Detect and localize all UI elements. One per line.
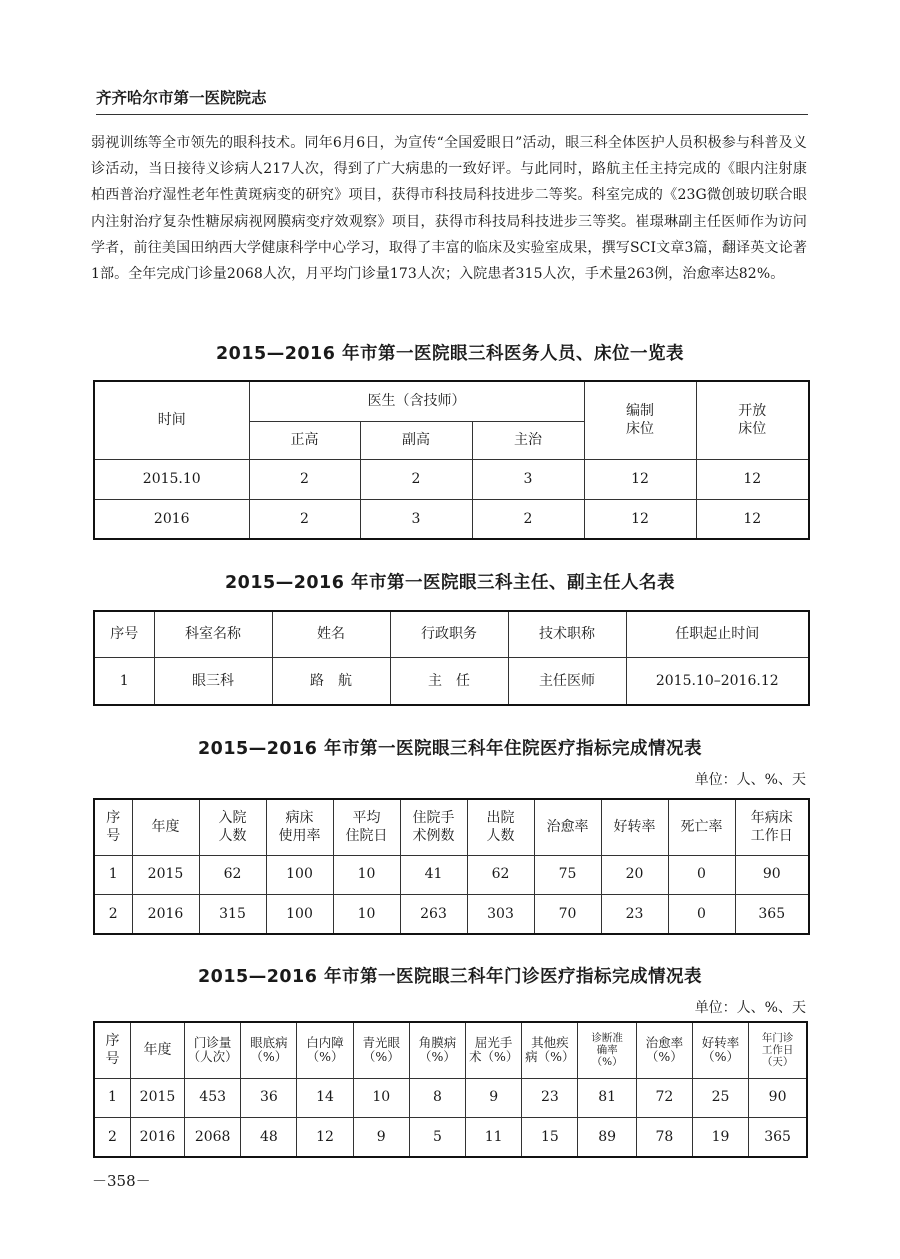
table-cell: 263 xyxy=(400,894,467,934)
header-cell: 年门诊 工作日 （天） xyxy=(749,1022,807,1078)
header-cell: 入院 人数 xyxy=(199,799,266,855)
table-row xyxy=(94,894,809,934)
header-cell: 住院手 术例数 xyxy=(400,799,467,855)
table-cell: 10 xyxy=(333,855,400,894)
table-cell: 303 xyxy=(467,894,534,934)
table-cell: 10 xyxy=(333,894,400,934)
table-cell: 11 xyxy=(466,1117,522,1157)
body-paragraph-text: 弱视训练等全市领先的眼科技术。同年6月6日，为宣传“全国爱眼日”活动，眼三科全体医护人员积极参与科普及义诊活动，当日接待义诊病人217人次，得到了广大病患的一致好评。与此同时，路航主任主持完成的《眼内注射康柏西普治疗湿性老年性黄斑病变的研究》项目，获得市科技局科技进步二等奖。科室完成的《23G微创玻切联合眼内注射治疗复杂性糖尿病视网膜病变疗效观察》项目，获得市科技局科技进步三等奖。崔璟琳副主任医师作为访问学者，前往美国田纳西大学健康科学中心学习，取得了丰富的临床及实验室成果，撰写SCI文章3篇，翻译英文论著1部。全年完成门诊量2068人次，月平均门诊量173人次；入院患者315人次，手术量263例，治愈率达82%。 xyxy=(91,135,807,283)
table-cell: 12 xyxy=(696,459,809,499)
header-cell: 技术职称 xyxy=(508,611,626,657)
table-row xyxy=(94,459,809,499)
table3-unit: 单位：人、%、天 xyxy=(694,772,806,788)
table-cell: 3 xyxy=(472,459,584,499)
table-cell: 72 xyxy=(636,1078,692,1117)
table-cell: 2015.10–2016.12 xyxy=(626,657,809,705)
table-cell: 2068 xyxy=(185,1117,241,1157)
table-cell: 10 xyxy=(353,1078,409,1117)
header-cell: 任职起止时间 xyxy=(626,611,809,657)
table-cell: 100 xyxy=(266,855,333,894)
table-cell: 23 xyxy=(522,1078,578,1117)
table-cell: 2015 xyxy=(132,855,199,894)
header-cell: 开放 床位 xyxy=(696,381,809,459)
table-cell: 14 xyxy=(297,1078,353,1117)
table-cell: 78 xyxy=(636,1117,692,1157)
header-cell: 诊断准 确率 （%） xyxy=(578,1022,636,1078)
page-number: －358－ xyxy=(92,1172,151,1190)
header-cell: 主治 xyxy=(472,421,584,459)
table1-title: 2015—2016 年市第一医院眼三科医务人员、床位一览表 xyxy=(215,344,684,364)
header-cell: 角膜病 （%） xyxy=(409,1022,465,1078)
table-cell: 3 xyxy=(360,499,472,539)
table-cell: 2016 xyxy=(132,894,199,934)
header-cell: 好转率 xyxy=(601,799,668,855)
table-cell: 36 xyxy=(241,1078,297,1117)
header-cell: 姓名 xyxy=(272,611,390,657)
table-cell: 2015.10 xyxy=(94,459,249,499)
table-cell: 12 xyxy=(297,1117,353,1157)
table2-title: 2015—2016 年市第一医院眼三科主任、副主任人名表 xyxy=(224,573,675,593)
header-cell: 青光眼 （%） xyxy=(353,1022,409,1078)
header-cell: 年度 xyxy=(130,1022,184,1078)
header-cell: 序号 xyxy=(94,611,154,657)
table-cell: 62 xyxy=(199,855,266,894)
header-cell: 行政职务 xyxy=(390,611,508,657)
table-cell: 1 xyxy=(94,1078,130,1117)
table-cell: 23 xyxy=(601,894,668,934)
table-cell: 365 xyxy=(749,1117,807,1157)
header-cell: 年度 xyxy=(132,799,199,855)
table-cell: 75 xyxy=(534,855,601,894)
body-paragraph xyxy=(91,130,807,287)
table-cell: 2 xyxy=(472,499,584,539)
header-cell: 医生（含技师） xyxy=(249,381,584,421)
table-cell: 2016 xyxy=(130,1117,184,1157)
outpatient-table xyxy=(93,1021,808,1158)
table-row xyxy=(94,657,809,705)
header-cell: 序 号 xyxy=(94,1022,130,1078)
table-cell: 主任医师 xyxy=(508,657,626,705)
table-cell: 25 xyxy=(692,1078,748,1117)
inpatient-table xyxy=(93,798,810,935)
table-cell: 12 xyxy=(696,499,809,539)
table-row xyxy=(94,855,809,894)
table-cell: 81 xyxy=(578,1078,636,1117)
staff-bed-table xyxy=(93,380,810,540)
table-cell: 5 xyxy=(409,1117,465,1157)
table-cell: 90 xyxy=(735,855,809,894)
header-cell: 其他疾 病（%） xyxy=(522,1022,578,1078)
table-cell: 2 xyxy=(249,499,360,539)
header-cell: 序 号 xyxy=(94,799,132,855)
table-cell: 62 xyxy=(467,855,534,894)
table-cell: 70 xyxy=(534,894,601,934)
header-cell: 眼底病 （%） xyxy=(241,1022,297,1078)
table-cell: 主 任 xyxy=(390,657,508,705)
table-cell: 0 xyxy=(668,855,735,894)
header-cell: 死亡率 xyxy=(668,799,735,855)
header-cell: 编制 床位 xyxy=(584,381,696,459)
header-cell: 时间 xyxy=(94,381,249,459)
header-cell: 年病床 工作日 xyxy=(735,799,809,855)
table-cell: 48 xyxy=(241,1117,297,1157)
table-cell: 0 xyxy=(668,894,735,934)
table-cell: 12 xyxy=(584,459,696,499)
table4-unit: 单位：人、%、天 xyxy=(694,1000,806,1016)
table-cell: 15 xyxy=(522,1117,578,1157)
table-cell: 路 航 xyxy=(272,657,390,705)
table-cell: 100 xyxy=(266,894,333,934)
header-cell: 好转率 （%） xyxy=(692,1022,748,1078)
table-cell: 12 xyxy=(584,499,696,539)
table-cell: 89 xyxy=(578,1117,636,1157)
running-header: 齐齐哈尔市第一医院院志 xyxy=(96,89,267,107)
header-cell: 科室名称 xyxy=(154,611,272,657)
table-cell: 453 xyxy=(185,1078,241,1117)
header-cell: 白内障 （%） xyxy=(297,1022,353,1078)
table-cell: 1 xyxy=(94,657,154,705)
director-table xyxy=(93,610,810,706)
table-row xyxy=(94,1078,807,1117)
header-cell: 平均 住院日 xyxy=(333,799,400,855)
table-cell: 2 xyxy=(94,1117,130,1157)
header-cell: 屈光手 术（%） xyxy=(466,1022,522,1078)
table-cell: 2016 xyxy=(94,499,249,539)
table4-title: 2015—2016 年市第一医院眼三科年门诊医疗指标完成情况表 xyxy=(197,967,702,987)
table-cell: 41 xyxy=(400,855,467,894)
table-cell: 2 xyxy=(249,459,360,499)
header-cell: 治愈率 xyxy=(534,799,601,855)
table-cell: 9 xyxy=(353,1117,409,1157)
header-rule xyxy=(96,114,808,115)
table-cell: 19 xyxy=(692,1117,748,1157)
table-cell: 2 xyxy=(94,894,132,934)
table-row xyxy=(94,499,809,539)
header-cell: 副高 xyxy=(360,421,472,459)
table-cell: 1 xyxy=(94,855,132,894)
table-cell: 眼三科 xyxy=(154,657,272,705)
header-cell: 病床 使用率 xyxy=(266,799,333,855)
table-row xyxy=(94,1117,807,1157)
table3-title: 2015—2016 年市第一医院眼三科年住院医疗指标完成情况表 xyxy=(197,739,702,759)
header-cell: 治愈率 （%） xyxy=(636,1022,692,1078)
table-cell: 365 xyxy=(735,894,809,934)
table-cell: 315 xyxy=(199,894,266,934)
table-cell: 90 xyxy=(749,1078,807,1117)
table-cell: 8 xyxy=(409,1078,465,1117)
header-cell: 正高 xyxy=(249,421,360,459)
table-cell: 9 xyxy=(466,1078,522,1117)
table-cell: 20 xyxy=(601,855,668,894)
table-cell: 2015 xyxy=(130,1078,184,1117)
table-cell: 2 xyxy=(360,459,472,499)
header-cell: 出院 人数 xyxy=(467,799,534,855)
header-cell: 门诊量 （人次） xyxy=(185,1022,241,1078)
